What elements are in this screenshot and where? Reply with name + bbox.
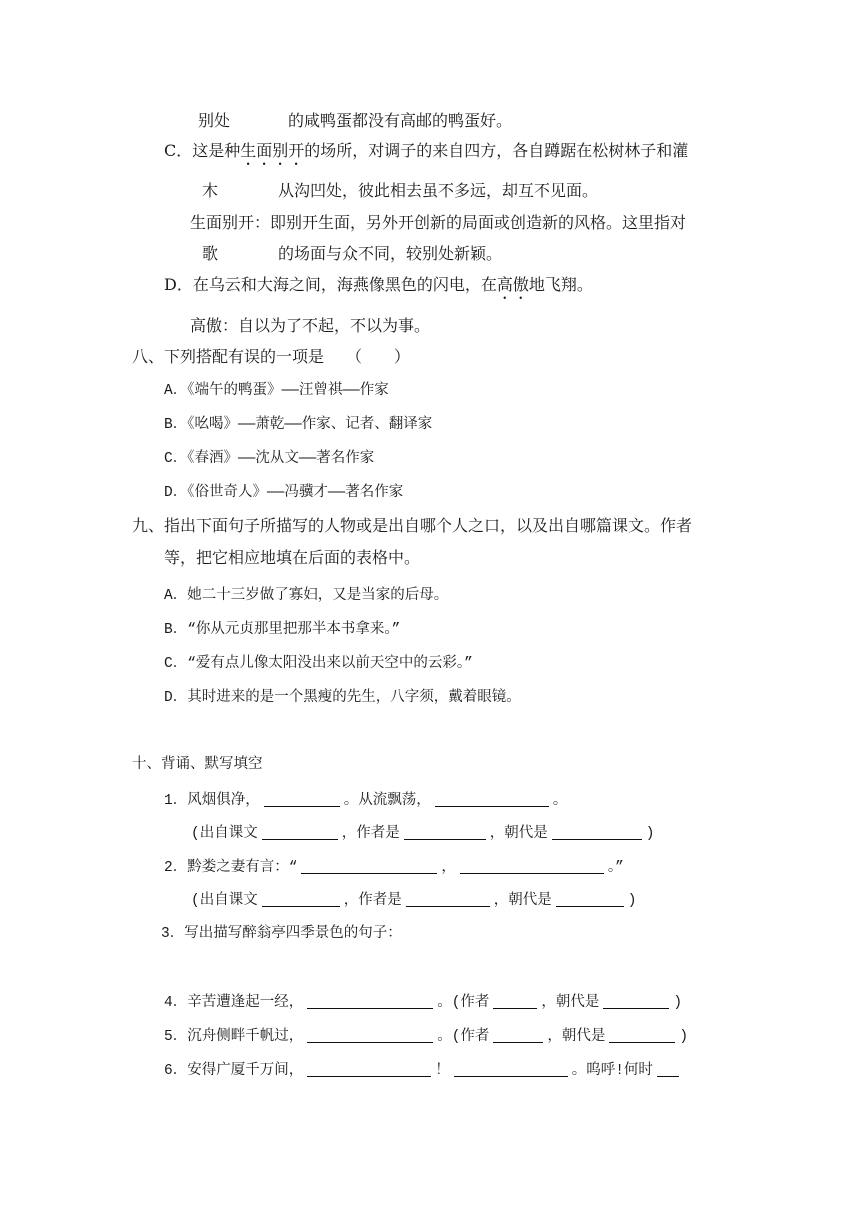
q10-item-6: 6．安得广厦千万间， ！ 。呜呼!何时 [164,1060,683,1081]
fill-blank[interactable] [603,992,669,1009]
q9-title: 九、指出下面句子所描写的人物或是出自哪个人之口，以及出自哪篇课文。作者 [132,516,693,535]
fill-blank[interactable] [556,890,624,907]
fill-blank[interactable] [493,992,537,1009]
answer-paren: （ ） [346,347,411,366]
q7-option-c-note-line2: 歌 的场面与众不同，较别处新颖。 [202,244,503,263]
fill-blank[interactable] [307,1026,433,1043]
fill-blank[interactable] [307,1060,431,1077]
emphasized-phrase: 高傲 [496,275,529,294]
q10-title: 十、背诵、默写填空 [132,757,263,773]
q9-option-b: B．“你从元贞那里把那半本书拿来。” [164,622,401,638]
fill-blank[interactable] [262,823,338,840]
q7-b-line2: 别处 的咸鸭蛋都没有高邮的鸭蛋好。 [198,111,513,130]
q9-option-c: C．“爱有点儿像太阳没出来以前天空中的云彩。” [164,656,473,672]
fill-blank[interactable] [657,1060,679,1077]
fill-blank[interactable] [552,823,642,840]
q7-option-d-note: 高傲：自以为了不起，不以为事。 [190,316,431,335]
q7-option-c-line2: 木 从沟凹处，彼此相去虽不多远，却互不见面。 [202,181,599,200]
q8-title: 八、下列搭配有误的一项是 （ ） [132,347,411,366]
q10-item-2: 2．黔娄之妻有言：“ ， 。” [164,857,624,878]
q9-option-a: A．她二十三岁做了寡妇，又是当家的后母。 [164,588,449,604]
q7-option-c: C．这是种生面别开的场所，对调子的来自四方，各自蹲踞在松树林子和灌 [164,141,689,160]
q10-item-2-source: (出自课文 ，作者是 ，朝代是 ) [191,890,636,911]
fill-blank[interactable] [460,857,604,874]
fill-blank[interactable] [609,1026,675,1043]
q10-item-1: 1．风烟俱净， 。从流飘荡， 。 [164,790,567,811]
q8-option-d: D．《俗世奇人》——冯骥才——著名作家 [164,485,404,501]
fill-blank[interactable] [435,790,549,807]
fill-blank[interactable] [307,992,433,1009]
fill-blank[interactable] [404,823,486,840]
q7-option-d: D．在乌云和大海之间，海燕像黑色的闪电，在高傲地飞翔。 [164,275,593,294]
q9-title-line2: 等，把它相应地填在后面的表格中。 [164,548,421,567]
q8-option-a: A．《端午的鸭蛋》——汪曾祺——作家 [164,383,389,399]
fill-blank[interactable] [454,1060,568,1077]
emphasized-phrase: 生面别开 [240,141,305,160]
fill-blank[interactable] [301,857,437,874]
q10-item-5: 5．沉舟侧畔千帆过， 。(作者 ，朝代是 ) [164,1026,688,1047]
q10-item-4: 4．辛苦遭逢起一经， 。(作者 ，朝代是 ) [164,992,682,1013]
fill-blank[interactable] [264,790,340,807]
q7-option-c-note: 生面别开：即别开生面，另外开创新的局面或创造新的风格。这里指对 [190,213,687,232]
q8-option-c: C．《春酒》——沈从文——著名作家 [164,451,375,467]
q8-option-b: B．《吆喝》——萧乾——作家、记者、翻译家 [164,417,433,433]
q9-option-d: D．其时进来的是一个黑瘦的先生，八字须，戴着眼镜。 [164,690,521,706]
q10-item-1-source: (出自课文 ，作者是 ，朝代是 ) [191,823,654,844]
fill-blank[interactable] [262,890,340,907]
fill-blank[interactable] [493,1026,543,1043]
fill-blank[interactable] [406,890,490,907]
q10-item-3: 3．写出描写醉翁亭四季景色的句子： [161,926,402,942]
